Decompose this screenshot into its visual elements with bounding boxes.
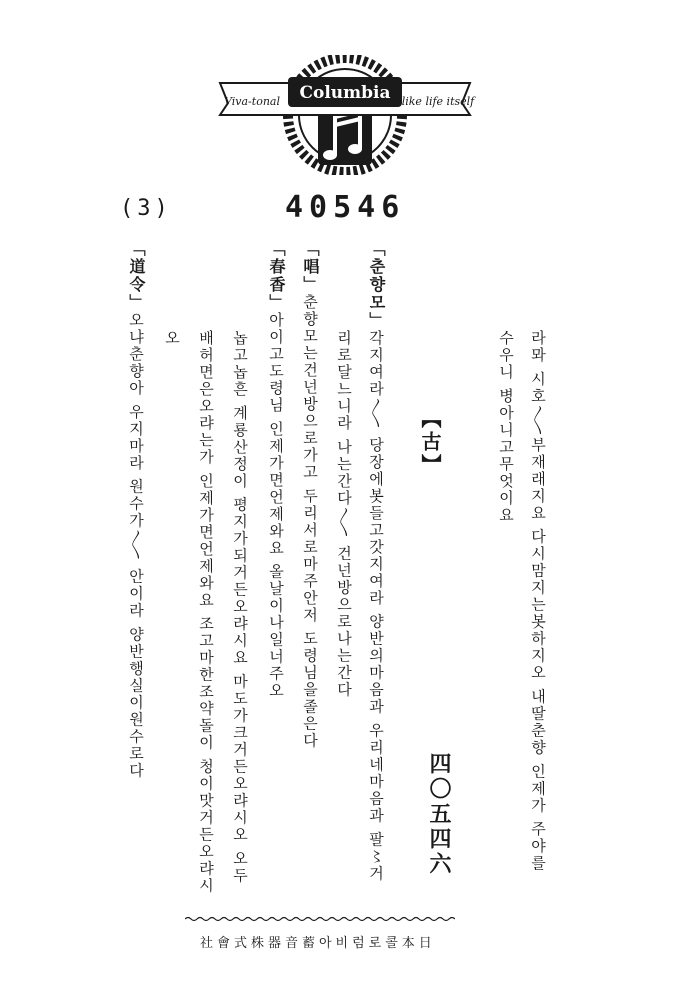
logo-brand: Columbia	[299, 83, 391, 103]
wavy-divider	[185, 916, 455, 922]
lyric-text: 배허면은오랴는가 인제가면언제와요 조고마한조약돌이 청이맛거든오랴시	[197, 330, 215, 895]
vertical-record-number: 四〇五四六	[426, 752, 452, 877]
section-mark: 【古】	[418, 408, 442, 477]
columbia-logo	[210, 55, 480, 175]
lyric-column-7	[232, 330, 247, 884]
lyric-text: 각지여라〱 당장에봇들고갓지여라 양반의마음과 우리네마음과 팔〻거	[367, 330, 385, 883]
lyric-column-6	[268, 240, 284, 700]
logo-tagline-left: Viva-tonal	[224, 95, 280, 108]
speaker-label: 「道令」	[127, 240, 146, 312]
lyric-text: 놉고놉흔 계룡산정이 평지가되거든오랴시요 마도가크거든오랴시오 오두	[231, 330, 249, 885]
speaker-label: 「唱」	[301, 240, 320, 294]
speaker-label: 「春香」	[267, 240, 286, 312]
publisher-footer: 社會式株器音蓄아비럼로콜本日	[200, 936, 436, 951]
lyric-column-3	[336, 330, 351, 699]
record-number: 40546	[285, 190, 406, 225]
lyric-text: 수우니 병아니고무엇이요	[497, 330, 515, 524]
lyric-text: 춘향모는건넌방으로가고 두리서로마주안저 도령님을졸은다	[301, 294, 319, 750]
lyric-column-1	[530, 330, 545, 872]
lyric-text: 라뫄 시호〱부재래지요 다시맘지는봇하지오 내딸춘향 인제가 주야를	[529, 330, 547, 872]
page-number: (3)	[120, 196, 172, 221]
logo-tagline-right: like life itself	[401, 95, 475, 108]
speaker-label: 「춘향모」	[367, 240, 386, 330]
lyric-column-9	[164, 330, 179, 347]
lyric-column-5	[302, 240, 318, 750]
lyric-text: 오	[163, 330, 181, 347]
lyric-column-4	[368, 240, 384, 882]
lyric-text: 오냐춘향아 우지마라 원수가〱 안이라 양반행실이원수로다	[127, 312, 145, 780]
lyric-column-8	[198, 330, 213, 894]
lyric-text: 아이고도령님 인제가면언제와요 올날이나일너주오	[267, 312, 285, 700]
lyric-text: 리로달느니라 나는간다〱 건넌방으로나는간다	[335, 330, 353, 699]
lyric-column-2	[498, 330, 513, 524]
lyric-column-10	[128, 240, 144, 779]
